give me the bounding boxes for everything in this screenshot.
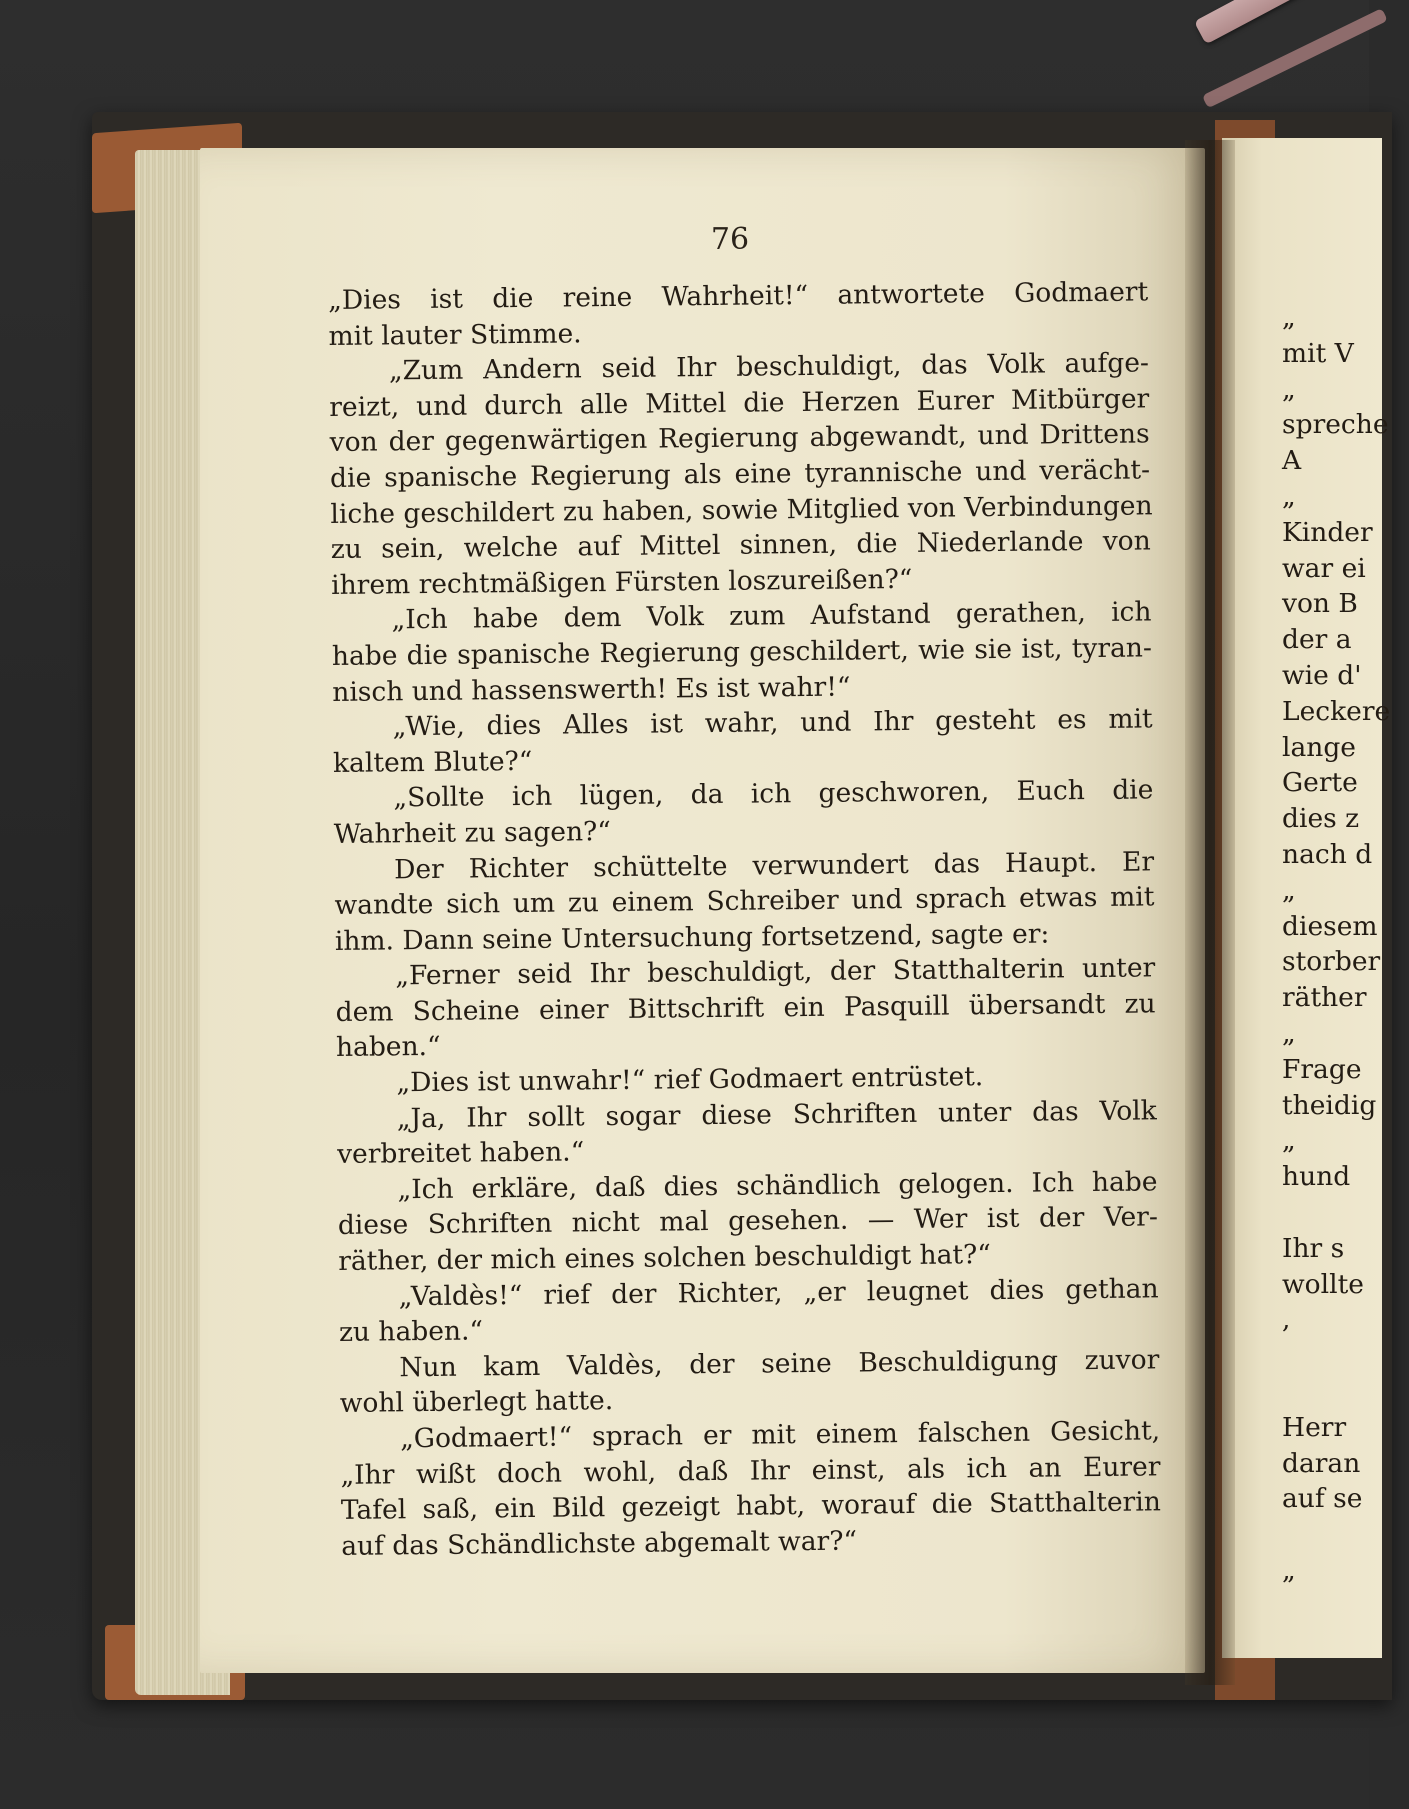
right-page-fragment: „ (1282, 373, 1296, 405)
text-line: „Valdès!“ rief der Richter, „er leugnet dies gethan (398, 1272, 1159, 1312)
right-page-fragment: „ (1282, 1554, 1296, 1586)
text-line: auf das Schändlichste abgemalt war?“ (341, 1525, 858, 1562)
right-page-fragment: wie d' (1282, 659, 1362, 691)
right-page-fragment: A (1282, 445, 1302, 477)
text-line: Nun kam Valdès, der seine Beschuldigung zuvor (399, 1344, 1160, 1384)
text-line: „Ferner seid Ihr beschuldigt, der Statthalterin unter (395, 952, 1156, 992)
text-line: mit lauter Stimme. (328, 317, 582, 352)
text-line: von der gegenwärtigen Regierung abgewandt, und Drittens (329, 418, 1150, 459)
right-page-fragment: lange (1282, 731, 1356, 763)
text-line: wohl überlegt hatte. (339, 1385, 614, 1420)
text-line: nisch und hassenswerth! Es ist wahr!“ (332, 671, 851, 708)
text-line: diese Schriften nicht mal gesehen. — Wer ist der Ver- (337, 1201, 1158, 1242)
text-line: wandte sich um zu einem Schreiber und sprach etwas mit (334, 881, 1155, 922)
right-page-fragment: „ (1282, 1017, 1296, 1049)
right-page-fragment: mit V (1282, 337, 1354, 369)
right-page-fragment: von B (1282, 588, 1358, 620)
text-line: „Dies ist unwahr!“ rief Godmaert entrüstet. (396, 1061, 984, 1099)
right-page-fragment: Leckere (1282, 695, 1391, 727)
right-page-fragment: räther (1282, 982, 1367, 1014)
right-page-fragment: „ (1282, 480, 1296, 512)
text-line: „Zum Andern seid Ihr beschuldigt, das Volk aufge- (388, 347, 1150, 387)
right-page-fragment: diesem (1282, 910, 1378, 942)
text-line: räther, der mich eines solchen beschuldigt hat?“ (338, 1239, 992, 1277)
text-line: zu sein, welche auf Mittel sinnen, die Niederlande von (330, 525, 1151, 566)
text-line: „Ja, Ihr sollt sogar diese Schriften unter das Volk (396, 1095, 1157, 1134)
text-line: „Ich erkläre, daß dies schändlich gelogen. Ich habe (397, 1166, 1158, 1206)
right-page-fragment: , (1282, 1304, 1291, 1336)
right-page-fragment: dies z (1282, 803, 1360, 835)
right-page-fragment: auf se (1282, 1483, 1363, 1515)
right-page-fragment: Gerte (1282, 767, 1358, 799)
text-line: Der Richter schüttelte verwundert das Haupt. Er (393, 845, 1155, 885)
text-line: Tafel saß, ein Bild gezeigt habt, worauf die Statthalterin (340, 1486, 1161, 1527)
right-page-fragment (1282, 1338, 1372, 1374)
right-page-fragment: Frage (1282, 1053, 1362, 1085)
right-page-fragment (1282, 1195, 1372, 1231)
text-line: liche geschildert zu haben, sowie Mitglied von Verbindungen (330, 489, 1153, 530)
right-page-fragment: der a (1282, 624, 1352, 656)
text-line: kaltem Blute?“ (332, 745, 533, 779)
text-line: „Wie, dies Alles ist wahr, und Ihr gesteht es mit (392, 703, 1153, 743)
text-line: reizt, und durch alle Mittel die Herzen Eurer Mitbürger (329, 383, 1150, 423)
right-page-fragment: theidig (1282, 1089, 1377, 1121)
text-line: „Ihr wißt doch wohl, daß Ihr einst, als ich an Eurer (340, 1450, 1161, 1491)
right-page-fragment: nach d (1282, 838, 1373, 870)
text-line: „Ich habe dem Volk zum Aufstand gerathen, ich (391, 596, 1152, 636)
text-line: haben.“ (335, 1031, 441, 1064)
right-page-text-fragments (1282, 300, 1391, 1589)
right-page-fragment: daran (1282, 1447, 1361, 1479)
text-line: „Dies ist die reine Wahrheit!“ antwortete Godmaert (328, 276, 1149, 316)
page-number: 76 (710, 222, 750, 257)
right-page-fragment: wollte (1282, 1268, 1364, 1300)
right-page-fragment: Kinder (1282, 516, 1373, 548)
right-page-fragment: Ihr s (1282, 1232, 1345, 1264)
text-line: habe die spanische Regierung geschildert, wie sie ist, tyran- (331, 632, 1153, 672)
book-gutter (1185, 140, 1235, 1685)
text-line: „Sollte ich lügen, da ich geschworen, Euch die (393, 774, 1154, 814)
right-page-fragment: spreche (1282, 409, 1389, 441)
right-page-fragment (1282, 1517, 1372, 1553)
right-page-fragment: „ (1282, 874, 1296, 906)
right-page-fragment: Herr (1282, 1411, 1347, 1443)
right-page-fragment: „ (1282, 1125, 1296, 1157)
text-line: „Godmaert!“ sprach er mit einem falschen Gesicht, (399, 1415, 1161, 1455)
text-line: die spanische Regierung als eine tyrannische und verächt- (329, 454, 1151, 494)
text-line: Wahrheit zu sagen?“ (333, 815, 612, 850)
right-page-fragment (1282, 1374, 1372, 1410)
text-line: zu haben.“ (338, 1315, 484, 1349)
text-line: ihrem rechtmäßigen Fürsten loszureißen?“ (331, 563, 913, 601)
right-page-fragment: war ei (1282, 552, 1366, 584)
right-page-fragment: storber (1282, 946, 1381, 978)
text-line: dem Scheine einer Bittschrift ein Pasquill übersandt zu (335, 988, 1156, 1028)
page-text (328, 274, 1161, 1564)
text-line: ihm. Dann seine Untersuchung fortsetzend, sagte er: (334, 918, 1050, 957)
right-page-fragment: hund (1282, 1161, 1351, 1193)
text-line: verbreitet haben.“ (336, 1136, 585, 1171)
right-page-fragment: „ (1282, 302, 1296, 333)
